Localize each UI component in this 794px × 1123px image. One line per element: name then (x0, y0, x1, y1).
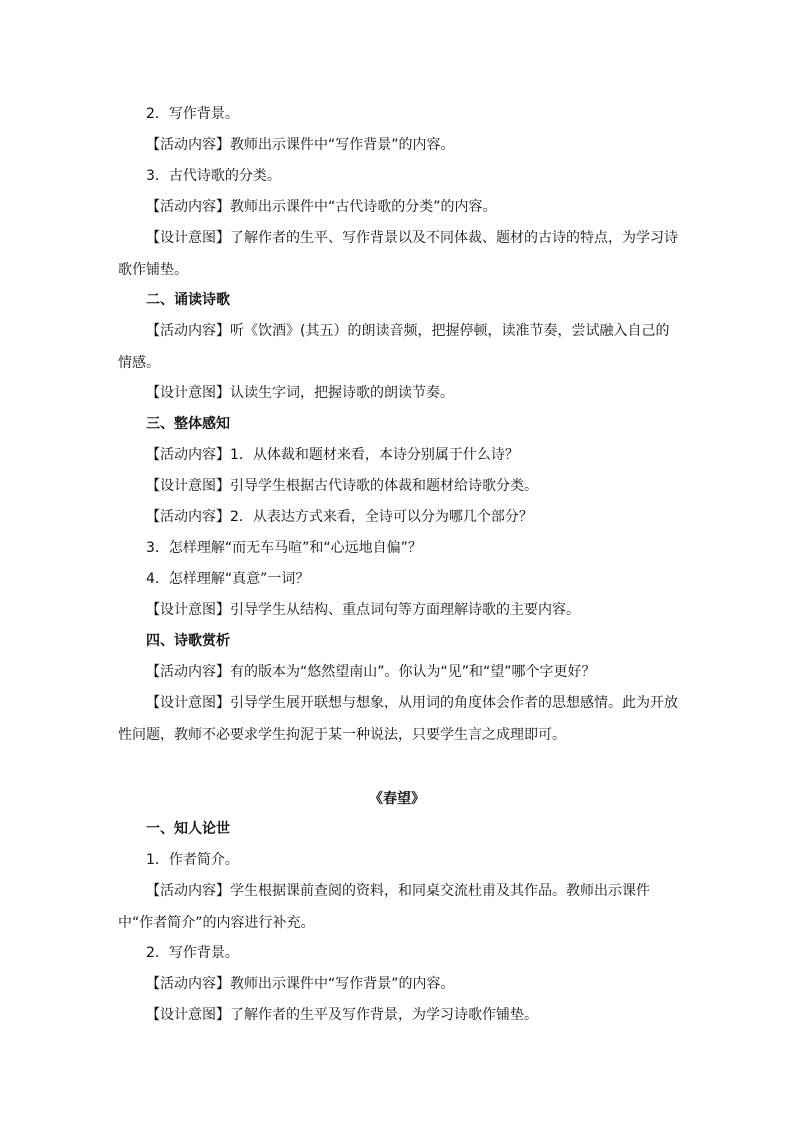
paragraph: 【活动内容】2．从表达方式来看，全诗可以分为哪几个部分？ (146, 509, 533, 525)
paragraph: 1．作者简介。 (146, 852, 239, 868)
paragraph: 4．怎样理解“真意”一词？ (146, 571, 310, 587)
paragraph: 3．古代诗歌的分类。 (146, 168, 281, 184)
section-heading: 一、知人论世 (146, 821, 230, 837)
paragraph: 【活动内容】有的版本为“悠然望南山”。你认为“见”和“望”哪个字更好？ (146, 664, 596, 680)
paragraph: 2．写作背景。 (146, 106, 239, 122)
paragraph: 2．写作背景。 (146, 945, 239, 961)
paragraph: 【设计意图】了解作者的生平及写作背景，为学习诗歌作铺垫。 (146, 1007, 538, 1023)
section-title: 《春望》 (369, 791, 425, 807)
paragraph: 【活动内容】听《饮酒》(其五）的朗读音频，把握停顿，读准节奏，尝试融入自己的情感。 (118, 323, 670, 371)
section-heading: 三、整体感知 (146, 416, 230, 432)
paragraph: 【活动内容】学生根据课前查阅的资料，和同桌交流杜甫及其作品。教师出示课件中“作者简介”的内容进行补充。 (118, 883, 650, 931)
paragraph: 3．怎样理解“而无车马喧”和“心远地自偏”？ (146, 540, 422, 556)
section-heading: 四、诗歌赏析 (146, 633, 230, 649)
paragraph: 【设计意图】引导学生展开联想与想象，从用词的角度体会作者的思想感情。此为开放性问题，教师不必要求学生拘泥于某一种说法，只要学生言之成理即可。 (118, 695, 678, 743)
paragraph: 【设计意图】了解作者的生平、写作背景以及不同体裁、题材的古诗的特点，为学习诗歌作铺垫。 (118, 230, 678, 278)
paragraph: 【设计意图】引导学生从结构、重点词句等方面理解诗歌的主要内容。 (146, 602, 580, 618)
paragraph: 【活动内容】1．从体裁和题材来看，本诗分别属于什么诗？ (146, 447, 519, 463)
paragraph: 【设计意图】引导学生根据古代诗歌的体裁和题材给诗歌分类。 (146, 478, 538, 494)
paragraph: 【活动内容】教师出示课件中“写作背景”的内容。 (146, 976, 455, 992)
paragraph: 【活动内容】教师出示课件中“写作背景”的内容。 (146, 137, 455, 153)
section-heading: 二、诵读诗歌 (146, 292, 230, 308)
paragraph: 【活动内容】教师出示课件中“古代诗歌的分类”的内容。 (146, 199, 497, 215)
paragraph: 【设计意图】认读生字词，把握诗歌的朗读节奏。 (146, 385, 454, 401)
